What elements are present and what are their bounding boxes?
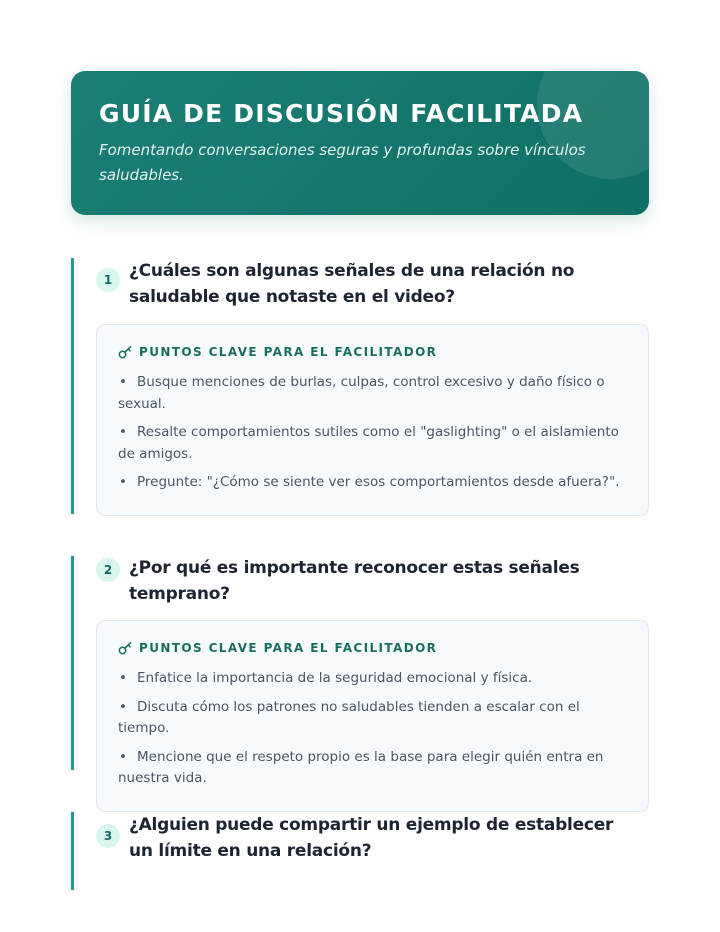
question-number-badge: 3: [96, 824, 120, 848]
notes-heading: [118, 641, 628, 655]
discussion-section-2: [71, 556, 649, 786]
discussion-section-1: [71, 258, 649, 514]
key-icon: [118, 642, 133, 655]
question-text: ¿Alguien puede compartir un ejemplo de establecer un límite en una relación?: [129, 815, 614, 861]
notes-title: PUNTOS CLAVE PARA EL FACILITADOR: [139, 345, 438, 359]
question-text: ¿Cuáles son algunas señales de una relación no saludable que notaste en el video?: [129, 261, 575, 307]
notes-list: [118, 668, 628, 790]
list-item: • Mencione que el respeto propio es la base para elegir quién entra en nuestra vida.: [118, 748, 604, 786]
notes-title: PUNTOS CLAVE PARA EL FACILITADOR: [139, 641, 438, 655]
notes-list: [118, 372, 628, 494]
list-item: • Enfatice la importancia de la seguridad emocional y física.: [119, 670, 533, 686]
facilitator-notes-box: [96, 620, 649, 812]
note-text: Enfatice la importancia de la seguridad emocional y física.: [137, 670, 533, 686]
question-row: [96, 812, 649, 864]
note-text: Resalte comportamientos sutiles como el "gaslighting" o el aislamiento de amigos.: [118, 424, 619, 462]
list-item: • Resalte comportamientos sutiles como el "gaslighting" o el aislamiento de amigos.: [118, 424, 619, 462]
page-title: GUÍA DE DISCUSIÓN FACILITADA: [99, 99, 584, 128]
question-number-badge: 2: [96, 558, 120, 582]
facilitator-notes-box: [96, 324, 649, 516]
question-text: ¿Por qué es importante reconocer estas señales temprano?: [129, 558, 580, 604]
notes-heading: [118, 345, 628, 359]
page-subtitle: Fomentando conversaciones seguras y profundas sobre vínculos saludables.: [99, 141, 586, 184]
question-row: [96, 556, 649, 607]
guide-header: [71, 71, 649, 215]
key-icon: [118, 346, 133, 359]
question-number-badge: 1: [96, 268, 120, 292]
list-item: • Discuta cómo los patrones no saludables tienden a escalar con el tiempo.: [118, 698, 580, 736]
list-item: • Pregunte: "¿Cómo se siente ver esos comportamientos desde afuera?".: [119, 474, 620, 490]
question-row: [96, 258, 649, 310]
discussion-section-3: [71, 812, 649, 890]
note-text: Busque menciones de burlas, culpas, control excesivo y daño físico o sexual.: [118, 374, 605, 412]
list-item: • Busque menciones de burlas, culpas, control excesivo y daño físico o sexual.: [118, 374, 605, 412]
note-text: Pregunte: "¿Cómo se siente ver esos comportamientos desde afuera?".: [137, 474, 620, 490]
note-text: Mencione que el respeto propio es la base para elegir quién entra en nuestra vida.: [118, 748, 604, 786]
note-text: Discuta cómo los patrones no saludables tienden a escalar con el tiempo.: [118, 698, 580, 736]
